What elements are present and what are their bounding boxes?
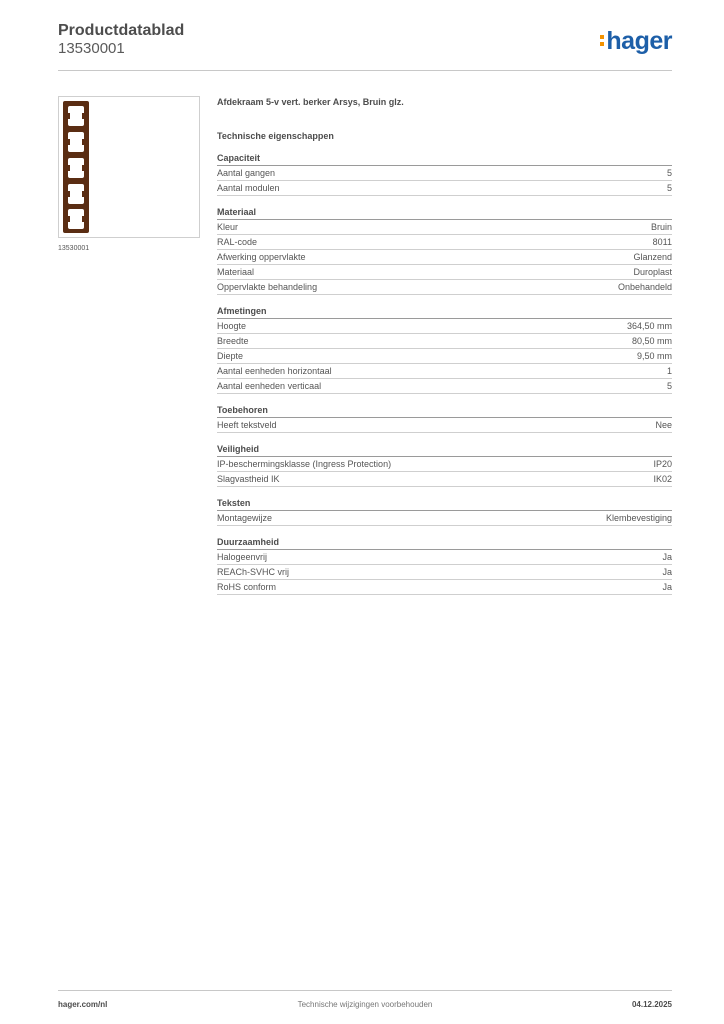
- property-label: Hoogte: [217, 321, 247, 331]
- technical-properties-heading: Technische eigenschappen: [217, 131, 334, 141]
- property-row: [217, 220, 672, 235]
- property-label: Kleur: [217, 222, 239, 232]
- property-value: 80,50 mm: [631, 336, 672, 346]
- property-row: [217, 334, 672, 349]
- hager-logo: [600, 27, 672, 56]
- product-name: Afdekraam 5-v vert. berker Arsys, Bruin glz.: [217, 97, 404, 107]
- section-title: Duurzaamheid: [217, 536, 672, 550]
- property-row: [217, 364, 672, 379]
- property-value: 9,50 mm: [636, 351, 672, 361]
- property-label: Aantal eenheden verticaal: [217, 381, 322, 391]
- frame-slot: [68, 184, 84, 204]
- property-value: IP20: [653, 459, 672, 469]
- property-value: IK02: [653, 474, 672, 484]
- property-row: [217, 349, 672, 364]
- property-row: [217, 250, 672, 265]
- property-value: Ja: [662, 552, 672, 562]
- frame-slot: [68, 209, 84, 229]
- product-image-caption: 13530001: [58, 245, 90, 252]
- property-row: [217, 166, 672, 181]
- property-label: Slagvastheid IK: [217, 474, 280, 484]
- section-title: Afmetingen: [217, 305, 672, 319]
- section-veiligheid: [217, 443, 672, 487]
- property-value: 5: [666, 168, 672, 178]
- property-value: 5: [666, 381, 672, 391]
- section-title: Materiaal: [217, 206, 672, 220]
- footer-date: 04.12.2025: [631, 1000, 672, 1009]
- property-label: Heeft tekstveld: [217, 420, 277, 430]
- page-footer: [58, 990, 672, 1015]
- property-label: Breedte: [217, 336, 249, 346]
- cover-frame-illustration: [63, 101, 89, 233]
- property-label: Diepte: [217, 351, 244, 361]
- product-details: [217, 96, 672, 595]
- article-number: 13530001: [58, 40, 125, 57]
- property-label: RAL-code: [217, 237, 258, 247]
- section-title: Veiligheid: [217, 443, 672, 457]
- property-value: 5: [666, 183, 672, 193]
- property-row: [217, 265, 672, 280]
- footer-website: hager.com/nl: [58, 1000, 108, 1009]
- property-label: IP-beschermingsklasse (Ingress Protection): [217, 459, 392, 469]
- product-image: [58, 96, 200, 238]
- property-value: Duroplast: [633, 267, 672, 277]
- property-label: Materiaal: [217, 267, 255, 277]
- property-row: [217, 511, 672, 526]
- property-row: [217, 379, 672, 394]
- property-value: Onbehandeld: [617, 282, 672, 292]
- property-label: RoHS conform: [217, 582, 277, 592]
- property-value: Glanzend: [633, 252, 672, 262]
- property-row: [217, 235, 672, 250]
- property-row: [217, 319, 672, 334]
- section-afmetingen: [217, 305, 672, 394]
- property-value: Ja: [662, 567, 672, 577]
- property-row: [217, 181, 672, 196]
- logo-text: hager: [606, 27, 672, 55]
- section-materiaal: [217, 206, 672, 295]
- property-label: Aantal gangen: [217, 168, 276, 178]
- frame-slot: [68, 106, 84, 126]
- property-row: [217, 418, 672, 433]
- property-label: Aantal modulen: [217, 183, 280, 193]
- section-duurzaamheid: [217, 536, 672, 595]
- property-label: Oppervlakte behandeling: [217, 282, 318, 292]
- property-row: [217, 280, 672, 295]
- section-title: Teksten: [217, 497, 672, 511]
- property-value: Bruin: [650, 222, 672, 232]
- property-row: [217, 580, 672, 595]
- property-label: REACh-SVHC vrij: [217, 567, 290, 577]
- property-value: 8011: [652, 237, 672, 247]
- property-row: [217, 472, 672, 487]
- property-label: Afwerking oppervlakte: [217, 252, 306, 262]
- section-title: Capaciteit: [217, 152, 672, 166]
- logo-dots-icon: [600, 32, 604, 49]
- page-title: Productdatablad: [58, 22, 185, 39]
- properties-sections: [217, 152, 672, 595]
- property-value: Ja: [662, 582, 672, 592]
- section-teksten: [217, 497, 672, 526]
- footer-notice: Technische wijzigingen voorbehouden: [297, 1000, 433, 1009]
- section-capaciteit: [217, 152, 672, 196]
- property-label: Montagewijze: [217, 513, 273, 523]
- property-row: [217, 565, 672, 580]
- property-value: 1: [666, 366, 672, 376]
- page-header: [58, 22, 672, 71]
- section-toebehoren: [217, 404, 672, 433]
- property-value: Klembevestiging: [605, 513, 672, 523]
- property-label: Aantal eenheden horizontaal: [217, 366, 332, 376]
- property-label: Halogeenvrij: [217, 552, 268, 562]
- frame-slot: [68, 132, 84, 152]
- property-value: Nee: [655, 420, 672, 430]
- property-value: 364,50 mm: [626, 321, 672, 331]
- property-row: [217, 550, 672, 565]
- frame-slot: [68, 158, 84, 178]
- property-row: [217, 457, 672, 472]
- section-title: Toebehoren: [217, 404, 672, 418]
